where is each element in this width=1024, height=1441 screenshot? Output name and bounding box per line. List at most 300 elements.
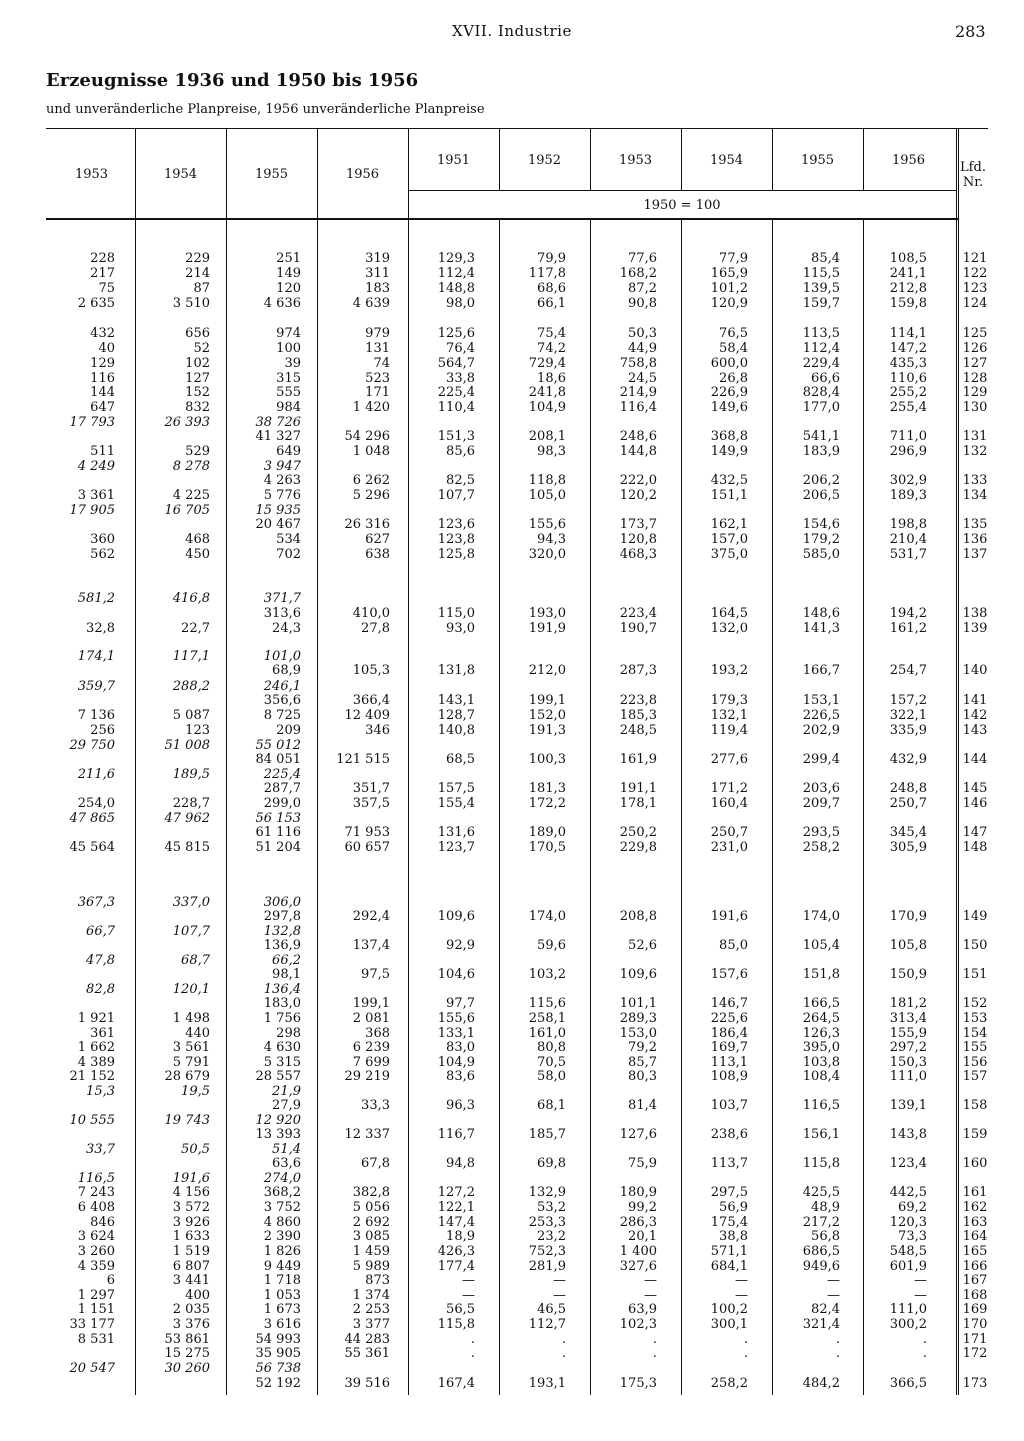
index-cell: 585,0 (802, 547, 840, 562)
table-cell: 5 315 (263, 1055, 301, 1070)
table-cell: 63,6 (272, 1156, 301, 1171)
index-cell: 320,0 (528, 547, 566, 562)
index-cell: 93,0 (446, 621, 475, 636)
table-cell: 638 (365, 547, 390, 562)
index-cell: 286,3 (619, 1215, 657, 1230)
table-cell: 656 (185, 326, 210, 341)
index-cell: 38,8 (719, 1229, 748, 1244)
table-cell: 17 905 (69, 503, 115, 518)
column-header-index-year: 1951 (436, 153, 471, 168)
index-cell: 56,5 (446, 1302, 475, 1317)
index-cell: 250,2 (619, 825, 657, 840)
index-cell: 468,3 (619, 547, 657, 562)
index-cell: 193,2 (710, 663, 748, 678)
index-cell: 225,4 (437, 385, 475, 400)
index-cell: 177,4 (437, 1259, 475, 1274)
index-cell: 229,8 (619, 840, 657, 855)
index-cell: 217,2 (802, 1215, 840, 1230)
table-cell: 29 750 (69, 738, 115, 753)
table-cell: 33,7 (86, 1142, 115, 1157)
index-cell: 313,4 (889, 1011, 927, 1026)
table-cell: 60 657 (344, 840, 390, 855)
index-cell: 66,6 (811, 371, 840, 386)
table-cell: 68,7 (181, 953, 210, 968)
index-cell: 128,7 (437, 708, 475, 723)
index-cell: . (561, 1346, 566, 1361)
table-cell: 627 (365, 532, 390, 547)
table-cell: 511 (90, 444, 115, 459)
table-cell: 45 815 (164, 840, 210, 855)
table-cell: 38 726 (255, 415, 301, 430)
index-cell: 435,3 (889, 356, 927, 371)
index-cell: 600,0 (710, 356, 748, 371)
index-cell: — (735, 1288, 748, 1303)
index-cell: 335,9 (889, 723, 927, 738)
column-divider (956, 128, 957, 1395)
index-cell: 70,5 (537, 1055, 566, 1070)
index-cell: 250,7 (710, 825, 748, 840)
table-cell: 137,4 (352, 938, 390, 953)
row-number: 169 (962, 1302, 988, 1317)
index-cell: 141,3 (802, 621, 840, 636)
index-cell: 68,6 (537, 281, 566, 296)
index-cell: 149,9 (710, 444, 748, 459)
table-title: Erzeugnisse 1936 und 1950 bis 1956 (46, 70, 419, 91)
table-cell: 7 699 (352, 1055, 390, 1070)
table-cell: 87 (193, 281, 210, 296)
table-cell: 3 377 (352, 1317, 390, 1332)
index-cell: 151,1 (710, 488, 748, 503)
index-cell: 248,8 (889, 781, 927, 796)
row-number: 170 (962, 1317, 988, 1332)
index-cell: 140,8 (437, 723, 475, 738)
index-cell: 100,3 (528, 752, 566, 767)
table-cell: 66,7 (86, 924, 115, 939)
table-cell: 298 (276, 1026, 301, 1041)
index-cell: 193,1 (528, 1376, 566, 1391)
table-cell: 5 087 (172, 708, 210, 723)
table-cell: 2 081 (352, 1011, 390, 1026)
table-cell: 3 561 (172, 1040, 210, 1055)
table-cell: 5 296 (352, 488, 390, 503)
table-cell: 368 (365, 1026, 390, 1041)
row-number: 158 (962, 1098, 988, 1113)
index-cell: 118,8 (528, 473, 566, 488)
index-cell: 90,8 (628, 296, 657, 311)
index-cell: 253,3 (528, 1215, 566, 1230)
index-base-label: 1950 = 100 (643, 198, 721, 213)
table-cell: 416,8 (172, 591, 210, 606)
table-cell: 2 035 (172, 1302, 210, 1317)
index-cell: 226,5 (802, 708, 840, 723)
index-cell: 113,5 (802, 326, 840, 341)
row-number: 141 (962, 693, 988, 708)
index-cell: 132,9 (528, 1185, 566, 1200)
index-cell: 165,9 (710, 266, 748, 281)
table-cell: 19,5 (181, 1084, 210, 1099)
row-number: 131 (962, 429, 988, 444)
table-cell: 6 408 (77, 1200, 115, 1215)
index-cell: 191,9 (528, 621, 566, 636)
index-base-rule (408, 190, 956, 191)
index-cell: 109,6 (437, 909, 475, 924)
index-cell: 161,2 (889, 621, 927, 636)
table-cell: 410,0 (352, 606, 390, 621)
index-cell: 33,8 (446, 371, 475, 386)
index-cell: 103,2 (528, 967, 566, 982)
index-cell: 345,4 (889, 825, 927, 840)
table-cell: 2 692 (352, 1215, 390, 1230)
index-cell: 277,6 (710, 752, 748, 767)
index-cell: 59,6 (537, 938, 566, 953)
row-number: 130 (962, 400, 988, 415)
index-cell: 198,8 (889, 517, 927, 532)
table-cell: 1 519 (172, 1244, 210, 1259)
index-cell: 113,7 (710, 1156, 748, 1171)
index-cell: 100,2 (710, 1302, 748, 1317)
index-cell: 162,1 (710, 517, 748, 532)
table-cell: 313,6 (263, 606, 301, 621)
table-cell: 66,2 (272, 953, 301, 968)
index-cell: 104,6 (437, 967, 475, 982)
index-cell: 442,5 (889, 1185, 927, 1200)
index-cell: 297,2 (889, 1040, 927, 1055)
index-cell: 139,1 (889, 1098, 927, 1113)
index-cell: 368,8 (710, 429, 748, 444)
table-cell: 26 316 (344, 517, 390, 532)
table-cell: 28 557 (255, 1069, 301, 1084)
table-cell: 292,4 (352, 909, 390, 924)
row-number: 142 (962, 708, 988, 723)
table-cell: 71 953 (344, 825, 390, 840)
index-cell: 115,8 (802, 1156, 840, 1171)
table-cell: 562 (90, 547, 115, 562)
table-cell: 9 449 (263, 1259, 301, 1274)
index-cell: 150,3 (889, 1055, 927, 1070)
index-cell: 97,7 (446, 996, 475, 1011)
index-cell: 186,4 (710, 1026, 748, 1041)
index-cell: 299,4 (802, 752, 840, 767)
table-cell: 54 296 (344, 429, 390, 444)
table-cell: 361 (90, 1026, 115, 1041)
table-cell: 357,5 (352, 796, 390, 811)
index-cell: — (914, 1273, 927, 1288)
index-cell: 58,4 (719, 341, 748, 356)
index-cell: 729,4 (528, 356, 566, 371)
row-number: 147 (962, 825, 988, 840)
index-cell: 167,4 (437, 1376, 475, 1391)
table-cell: 529 (185, 444, 210, 459)
table-cell: 75 (98, 281, 115, 296)
index-cell: 109,6 (619, 967, 657, 982)
index-cell: 548,5 (889, 1244, 927, 1259)
row-number: 134 (962, 488, 988, 503)
table-cell: 3 616 (263, 1317, 301, 1332)
index-cell: 179,2 (802, 532, 840, 547)
index-cell: 156,1 (802, 1127, 840, 1142)
index-cell: 56,9 (719, 1200, 748, 1215)
index-cell: 143,1 (437, 693, 475, 708)
index-cell: 26,8 (719, 371, 748, 386)
table-cell: 297,8 (263, 909, 301, 924)
table-cell: 246,1 (263, 679, 301, 694)
index-cell: 157,6 (710, 967, 748, 982)
table-cell: 171 (365, 385, 390, 400)
table-cell: 144 (90, 385, 115, 400)
index-cell: 123,6 (437, 517, 475, 532)
index-cell: 194,2 (889, 606, 927, 621)
table-cell: 127 (185, 371, 210, 386)
row-number: 125 (962, 326, 988, 341)
index-cell: 120,9 (710, 296, 748, 311)
table-cell: 105,3 (352, 663, 390, 678)
index-cell: 564,7 (437, 356, 475, 371)
table-cell: 346 (365, 723, 390, 738)
index-cell: . (743, 1346, 748, 1361)
row-number: 124 (962, 296, 988, 311)
table-cell: 432 (90, 326, 115, 341)
index-cell: 159,7 (802, 296, 840, 311)
table-cell: 13 393 (255, 1127, 301, 1142)
index-cell: 258,2 (802, 840, 840, 855)
table-cell: 50,5 (181, 1142, 210, 1157)
table-cell: 4 389 (77, 1055, 115, 1070)
index-cell: 80,8 (537, 1040, 566, 1055)
table-cell: 1 633 (172, 1229, 210, 1244)
index-cell: — (827, 1288, 840, 1303)
row-number: 167 (962, 1273, 988, 1288)
table-cell: 45 564 (69, 840, 115, 855)
table-cell: 647 (90, 400, 115, 415)
table-cell: 368,2 (263, 1185, 301, 1200)
table-cell: 56 153 (255, 811, 301, 826)
index-cell: 115,8 (437, 1317, 475, 1332)
table-cell: 1 662 (77, 1040, 115, 1055)
column-header-year: 1956 (345, 167, 380, 182)
table-cell: 315 (276, 371, 301, 386)
index-cell: — (553, 1288, 566, 1303)
table-cell: 82,8 (86, 982, 115, 997)
row-number: 150 (962, 938, 988, 953)
index-cell: 80,3 (628, 1069, 657, 1084)
index-cell: 151,8 (802, 967, 840, 982)
index-cell: 77,6 (628, 251, 657, 266)
index-cell: 189,3 (889, 488, 927, 503)
index-cell: 127,6 (619, 1127, 657, 1142)
row-number: 145 (962, 781, 988, 796)
index-cell: . (652, 1346, 657, 1361)
table-cell: 382,8 (352, 1185, 390, 1200)
table-cell: 873 (365, 1273, 390, 1288)
index-cell: 183,9 (802, 444, 840, 459)
table-cell: 2 635 (77, 296, 115, 311)
index-cell: 111,0 (889, 1069, 927, 1084)
index-cell: 147,4 (437, 1215, 475, 1230)
row-number: 165 (962, 1244, 988, 1259)
table-cell: 371,7 (263, 591, 301, 606)
index-cell: 94,3 (537, 532, 566, 547)
table-cell: 225,4 (263, 767, 301, 782)
table-cell: 19 743 (164, 1113, 210, 1128)
row-number: 166 (962, 1259, 988, 1274)
index-cell: 155,6 (437, 1011, 475, 1026)
row-number: 148 (962, 840, 988, 855)
table-cell: 288,2 (172, 679, 210, 694)
table-cell: 984 (276, 400, 301, 415)
index-cell: 181,2 (889, 996, 927, 1011)
index-cell: 305,9 (889, 840, 927, 855)
table-cell: 123 (185, 723, 210, 738)
table-cell: 351,7 (352, 781, 390, 796)
index-cell: 23,2 (537, 1229, 566, 1244)
index-cell: 94,8 (446, 1156, 475, 1171)
index-cell: 58,0 (537, 1069, 566, 1084)
index-cell: 185,3 (619, 708, 657, 723)
table-cell: 8 278 (172, 459, 210, 474)
table-cell: 3 510 (172, 296, 210, 311)
index-cell: 69,2 (898, 1200, 927, 1215)
table-cell: 4 630 (263, 1040, 301, 1055)
index-cell: 112,7 (528, 1317, 566, 1332)
row-number: 156 (962, 1055, 988, 1070)
index-cell: 132,0 (710, 621, 748, 636)
index-cell: 146,7 (710, 996, 748, 1011)
column-divider (958, 128, 959, 1395)
table-cell: 152 (185, 385, 210, 400)
index-cell: 150,9 (889, 967, 927, 982)
table-cell: 61 116 (255, 825, 301, 840)
table-cell: 15 935 (255, 503, 301, 518)
row-number: 152 (962, 996, 988, 1011)
table-cell: 534 (276, 532, 301, 547)
index-cell: 289,3 (619, 1011, 657, 1026)
index-cell: — (462, 1273, 475, 1288)
index-cell: 210,4 (889, 532, 927, 547)
index-cell: . (922, 1346, 927, 1361)
index-cell: 116,5 (802, 1098, 840, 1113)
index-cell: 68,1 (537, 1098, 566, 1113)
index-cell: 209,7 (802, 796, 840, 811)
table-cell: 6 262 (352, 473, 390, 488)
table-cell: 1 420 (352, 400, 390, 415)
table-cell: 256 (90, 723, 115, 738)
table-cell: 1 718 (263, 1273, 301, 1288)
index-cell: 68,5 (446, 752, 475, 767)
index-cell: 161,0 (528, 1026, 566, 1041)
index-cell: 711,0 (889, 429, 927, 444)
table-cell: 440 (185, 1026, 210, 1041)
row-number: 122 (962, 266, 988, 281)
index-cell: 300,2 (889, 1317, 927, 1332)
row-number: 128 (962, 371, 988, 386)
index-cell: 175,4 (710, 1215, 748, 1230)
index-cell: 178,1 (619, 796, 657, 811)
index-cell: 107,7 (437, 488, 475, 503)
table-cell: 356,6 (263, 693, 301, 708)
index-cell: 531,7 (889, 547, 927, 562)
index-cell: 160,4 (710, 796, 748, 811)
index-cell: 52,6 (628, 938, 657, 953)
table-cell: 3 085 (352, 1229, 390, 1244)
row-number: 173 (962, 1376, 988, 1391)
table-cell: 54 993 (255, 1332, 301, 1347)
index-cell: 174,0 (528, 909, 566, 924)
table-cell: 39 (284, 356, 301, 371)
index-cell: 129,3 (437, 251, 475, 266)
index-cell: 104,9 (437, 1055, 475, 1070)
index-cell: 258,2 (710, 1376, 748, 1391)
table-cell: 136,9 (263, 938, 301, 953)
table-cell: 120,1 (172, 982, 210, 997)
index-cell: 180,9 (619, 1185, 657, 1200)
index-cell: 293,5 (802, 825, 840, 840)
index-cell: 375,0 (710, 547, 748, 562)
section-header: XVII. Industrie (452, 22, 572, 40)
index-cell: 115,0 (437, 606, 475, 621)
index-cell: . (470, 1332, 475, 1347)
index-cell: 155,9 (889, 1026, 927, 1041)
index-cell: 229,4 (802, 356, 840, 371)
index-cell: 147,2 (889, 341, 927, 356)
index-cell: 541,1 (802, 429, 840, 444)
index-cell: 949,6 (802, 1259, 840, 1274)
table-cell: 1 048 (352, 444, 390, 459)
index-cell: . (835, 1332, 840, 1347)
index-cell: 120,2 (619, 488, 657, 503)
index-cell: — (644, 1288, 657, 1303)
index-cell: . (743, 1332, 748, 1347)
index-cell: . (835, 1346, 840, 1361)
table-cell: 8 531 (77, 1332, 115, 1347)
table-cell: 6 807 (172, 1259, 210, 1274)
table-cell: 39 516 (344, 1376, 390, 1391)
index-cell: 179,3 (710, 693, 748, 708)
index-cell: 484,2 (802, 1376, 840, 1391)
index-cell: 214,9 (619, 385, 657, 400)
index-cell: 199,1 (528, 693, 566, 708)
index-cell: 684,1 (710, 1259, 748, 1274)
table-top-rule (46, 128, 988, 129)
table-cell: 4 225 (172, 488, 210, 503)
table-cell: 51 204 (255, 840, 301, 855)
index-cell: 168,2 (619, 266, 657, 281)
index-cell: 206,5 (802, 488, 840, 503)
index-cell: 327,6 (619, 1259, 657, 1274)
table-cell: 1 826 (263, 1244, 301, 1259)
index-cell: 153,0 (619, 1026, 657, 1041)
table-cell: 287,7 (263, 781, 301, 796)
table-cell: 2 253 (352, 1302, 390, 1317)
index-cell: 82,5 (446, 473, 475, 488)
index-cell: 108,5 (889, 251, 927, 266)
index-cell: 173,7 (619, 517, 657, 532)
index-cell: 171,2 (710, 781, 748, 796)
table-cell: 33 177 (69, 1317, 115, 1332)
table-cell: 1 756 (263, 1011, 301, 1026)
table-cell: 311 (365, 266, 390, 281)
table-cell: 4 860 (263, 1215, 301, 1230)
index-cell: 152,0 (528, 708, 566, 723)
index-cell: 225,6 (710, 1011, 748, 1026)
index-cell: 248,6 (619, 429, 657, 444)
index-cell: 125,6 (437, 326, 475, 341)
table-cell: 27,8 (361, 621, 390, 636)
index-cell: 157,0 (710, 532, 748, 547)
index-cell: 212,0 (528, 663, 566, 678)
index-cell: 133,1 (437, 1026, 475, 1041)
index-cell: 208,1 (528, 429, 566, 444)
index-cell: 181,3 (528, 781, 566, 796)
